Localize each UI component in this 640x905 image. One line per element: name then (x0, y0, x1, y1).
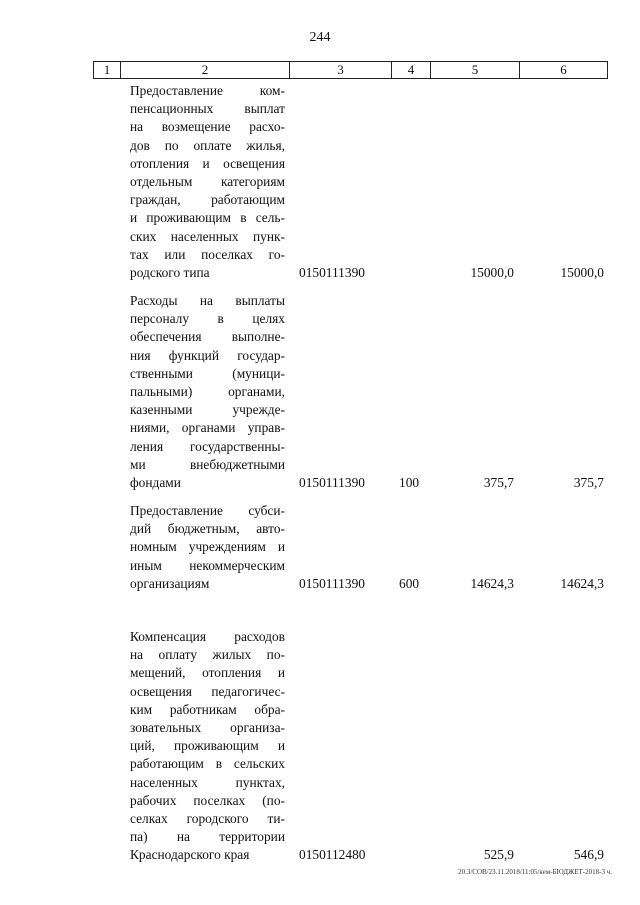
description-line: на возмещение расхо- (130, 119, 285, 135)
description-line: ния функций государ- (130, 347, 285, 363)
row-col5: 525,9 (483, 847, 514, 863)
description-line: персоналу в целях (130, 311, 285, 327)
description-line: Предоставление ком- (130, 83, 285, 98)
column-header-row (94, 62, 608, 79)
column-header-2: 2 (121, 62, 290, 79)
description-line: пальными) органами, (130, 384, 285, 400)
description-line: Компенсация расходов (130, 629, 285, 644)
row-col5: 14624,3 (470, 575, 514, 591)
row-vr: 100 (399, 475, 420, 490)
description-line: тах или поселках го- (130, 246, 285, 262)
description-line: на оплату жилых по- (130, 647, 285, 663)
description-line: организациям (130, 575, 210, 591)
row-code: 0150111390 (299, 475, 365, 490)
description-line: селках городского ти- (130, 811, 285, 827)
column-header-table (93, 61, 608, 79)
description-line: ций, проживающим и (130, 738, 285, 754)
page-number: 244 (309, 30, 331, 45)
row-description (130, 82, 285, 282)
description-line: граждан, работающим (130, 192, 285, 208)
column-header-1: 1 (94, 62, 121, 79)
description-line: дий бюджетным, авто- (130, 521, 285, 537)
description-line: казенными учрежде- (130, 402, 285, 418)
description-line: ким работникам обра- (130, 701, 285, 717)
column-header-5: 5 (431, 62, 520, 79)
description-line: ниями, органами управ- (130, 420, 285, 436)
row-description (130, 502, 285, 593)
row-code: 0150111390 (299, 265, 365, 280)
description-line: пенсационных выплат (130, 101, 285, 117)
row-col5: 15000,0 (470, 265, 514, 280)
row-code: 0150111390 (299, 575, 365, 591)
column-header-4: 4 (392, 62, 431, 79)
row-code: 0150112480 (299, 847, 366, 863)
description-line: Расходы на выплаты (130, 293, 285, 308)
description-line: мещений, отопления и (130, 665, 285, 681)
document-footer: 20.3/СОВ/23.11.2018/11:05/кем-БЮДЖЕТ-2018-3 ч. (458, 868, 612, 876)
description-line: ских населенных пунк- (130, 228, 285, 244)
description-line: иным некоммерческим (130, 557, 285, 573)
row-description (130, 628, 285, 865)
description-line: номным учреждениям и (130, 539, 285, 555)
row-vr: 600 (399, 575, 420, 591)
description-line: дов по оплате жилья, (130, 137, 285, 153)
column-header-6: 6 (520, 62, 608, 79)
column-header-3: 3 (290, 62, 392, 79)
row-col5: 375,7 (483, 475, 514, 490)
description-line: фондами (130, 475, 181, 491)
description-line: зовательных организа- (130, 720, 285, 736)
description-line: отдельным категориям (130, 174, 285, 190)
description-line: Краснодарского края (130, 847, 250, 863)
description-line: па) на территории (130, 829, 285, 845)
description-line: отопления и освещения (130, 155, 285, 171)
description-line: ми внебюджетными (130, 456, 285, 472)
description-line: работающим в сельских (130, 756, 285, 772)
description-line: и проживающим в сель- (130, 210, 285, 226)
row-col6: 546,9 (573, 847, 604, 863)
description-line: ления государственны- (130, 438, 285, 454)
row-col6: 14624,3 (560, 575, 604, 591)
description-line: родского типа (130, 265, 210, 281)
description-line: населенных пунктах, (130, 774, 285, 790)
description-line: освещения педагогичес- (130, 683, 285, 699)
description-line: обеспечения выполне- (130, 329, 285, 345)
description-line: Предоставление субси- (130, 503, 285, 518)
description-line: ственными (муници- (130, 365, 285, 381)
row-col6: 375,7 (573, 475, 604, 490)
row-description (130, 292, 285, 492)
description-line: рабочих поселках (по- (130, 792, 285, 808)
row-col6: 15000,0 (560, 265, 604, 280)
